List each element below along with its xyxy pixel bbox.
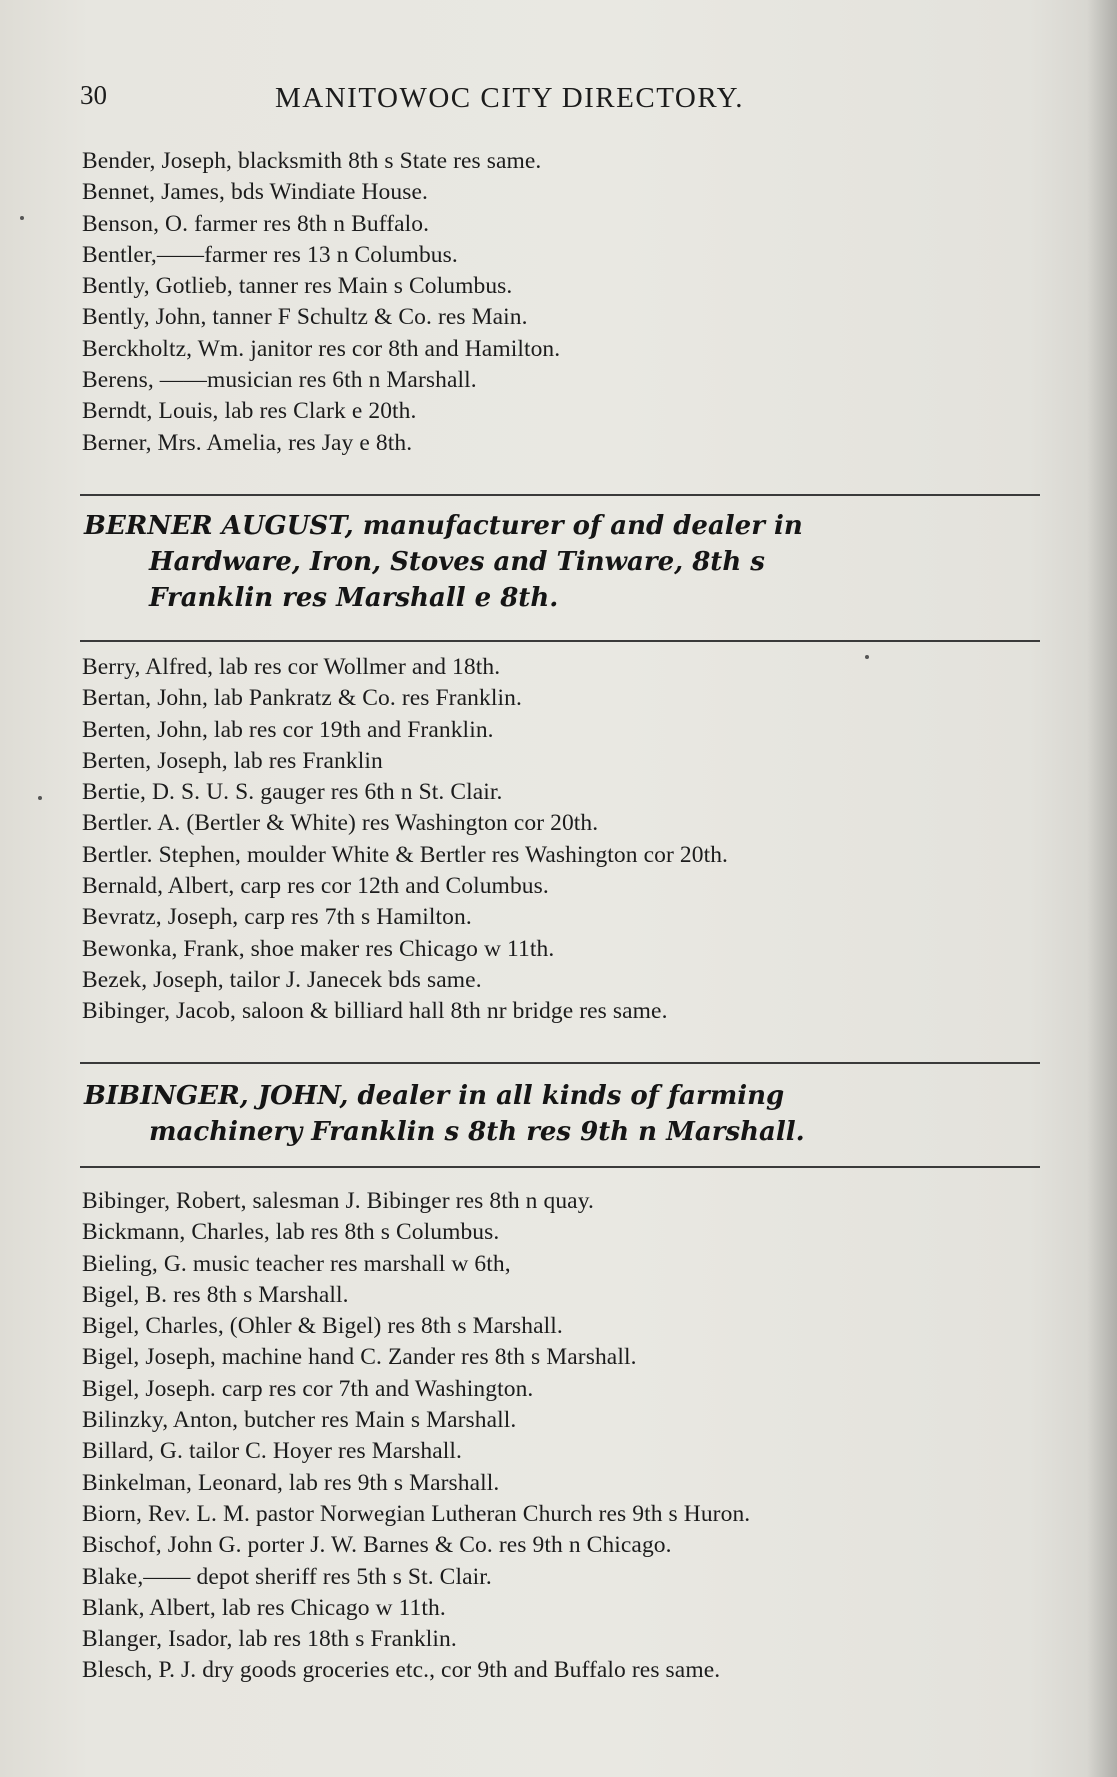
list-item: Bigel, B. res 8th s Marshall.	[82, 1281, 349, 1308]
ad-line: Franklin res Marshall e 8th.	[149, 583, 559, 613]
list-item: Bilinzky, Anton, butcher res Main s Marshall.	[82, 1407, 517, 1434]
list-item: Bertan, John, lab Pankratz & Co. res Franklin.	[82, 685, 522, 712]
list-item: Berens, ——musician res 6th n Marshall.	[82, 367, 477, 394]
list-item: Berner, Mrs. Amelia, res Jay e 8th.	[82, 429, 413, 456]
list-item: Berckholtz, Wm. janitor res cor 8th and Hamilton.	[82, 335, 561, 362]
entry-list-2	[82, 652, 1042, 1028]
list-item: Blesch, P. J. dry goods groceries etc., cor 9th and Buffalo res same.	[82, 1657, 721, 1684]
divider-rule	[80, 494, 1040, 496]
ink-speck	[865, 655, 869, 659]
list-item: Bibinger, Jacob, saloon & billiard hall 8th nr bridge res same.	[82, 998, 668, 1025]
list-item: Bertler. A. (Bertler & White) res Washington cor 20th.	[82, 810, 599, 837]
ink-speck	[20, 216, 24, 220]
list-item: Bernald, Albert, carp res cor 12th and Columbus.	[82, 873, 549, 900]
ad-line: Hardware, Iron, Stoves and Tinware, 8th s	[149, 547, 765, 577]
entry-list-3	[82, 1186, 1042, 1687]
ink-speck	[38, 796, 42, 800]
list-item: Bibinger, Robert, salesman J. Bibinger res 8th n quay.	[82, 1188, 595, 1214]
list-item: Berndt, Louis, lab res Clark e 20th.	[82, 398, 417, 425]
list-item: Bennet, James, bds Windiate House.	[82, 179, 428, 206]
list-item: Berten, John, lab res cor 19th and Franklin.	[82, 716, 494, 743]
list-item: Binkelman, Leonard, lab res 9th s Marshall.	[82, 1469, 500, 1496]
list-item: Bertler. Stephen, moulder White & Bertler res Washington cor 20th.	[82, 841, 729, 868]
ad-line: machinery Franklin s 8th res 9th n Marshall.	[149, 1117, 805, 1147]
list-item: Bischof, John G. porter J. W. Barnes & Co. res 9th n Chicago.	[82, 1532, 672, 1559]
list-item: Berten, Joseph, lab res Franklin	[82, 747, 383, 774]
list-item: Bigel, Joseph. carp res cor 7th and Washington.	[82, 1375, 534, 1402]
list-item: Bently, John, tanner F Schultz & Co. res Main.	[82, 304, 528, 331]
list-item: Bezek, Joseph, tailor J. Janecek bds same.	[82, 966, 482, 993]
list-item: Biorn, Rev. L. M. pastor Norwegian Lutheran Church res 9th s Huron.	[82, 1500, 751, 1527]
page-number: 30	[80, 80, 107, 110]
list-item: Bieling, G. music teacher res marshall w 6th,	[82, 1250, 511, 1277]
list-item: Billard, G. tailor C. Hoyer res Marshall.	[82, 1438, 463, 1465]
list-item: Blake,—— depot sheriff res 5th s St. Clair.	[82, 1563, 492, 1590]
divider-rule	[80, 1166, 1040, 1168]
list-item: Berry, Alfred, lab res cor Wollmer and 18th.	[82, 654, 501, 680]
list-item: Bertie, D. S. U. S. gauger res 6th n St. Clair.	[82, 779, 503, 806]
divider-rule	[80, 640, 1040, 642]
ad-line: BERNER AUGUST, manufacturer of and dealer in	[84, 511, 803, 541]
list-item: Bevratz, Joseph, carp res 7th s Hamilton.	[82, 904, 472, 931]
advertisement-bibinger	[84, 1078, 1049, 1150]
list-item: Bender, Joseph, blacksmith 8th s State res same.	[82, 148, 542, 174]
list-item: Bewonka, Frank, shoe maker res Chicago w 11th.	[82, 935, 555, 962]
page-header	[80, 80, 1040, 120]
list-item: Bigel, Joseph, machine hand C. Zander res 8th s Marshall.	[82, 1344, 637, 1371]
entry-list-1	[82, 146, 1042, 459]
list-item: Bickmann, Charles, lab res 8th s Columbus.	[82, 1219, 500, 1246]
page-edge-shadow	[1087, 0, 1117, 1777]
list-item: Bigel, Charles, (Ohler & Bigel) res 8th s Marshall.	[82, 1313, 563, 1340]
list-item: Benson, O. farmer res 8th n Buffalo.	[82, 210, 430, 237]
list-item: Bently, Gotlieb, tanner res Main s Columbus.	[82, 273, 513, 300]
advertisement-berner	[84, 508, 1049, 616]
running-title: MANITOWOC CITY DIRECTORY.	[275, 82, 745, 114]
ad-line: BIBINGER, JOHN, dealer in all kinds of farming	[84, 1081, 785, 1111]
list-item: Blank, Albert, lab res Chicago w 11th.	[82, 1594, 446, 1621]
list-item: Blanger, Isador, lab res 18th s Franklin.	[82, 1626, 457, 1653]
divider-rule	[80, 1062, 1040, 1064]
list-item: Bentler,——farmer res 13 n Columbus.	[82, 241, 458, 268]
